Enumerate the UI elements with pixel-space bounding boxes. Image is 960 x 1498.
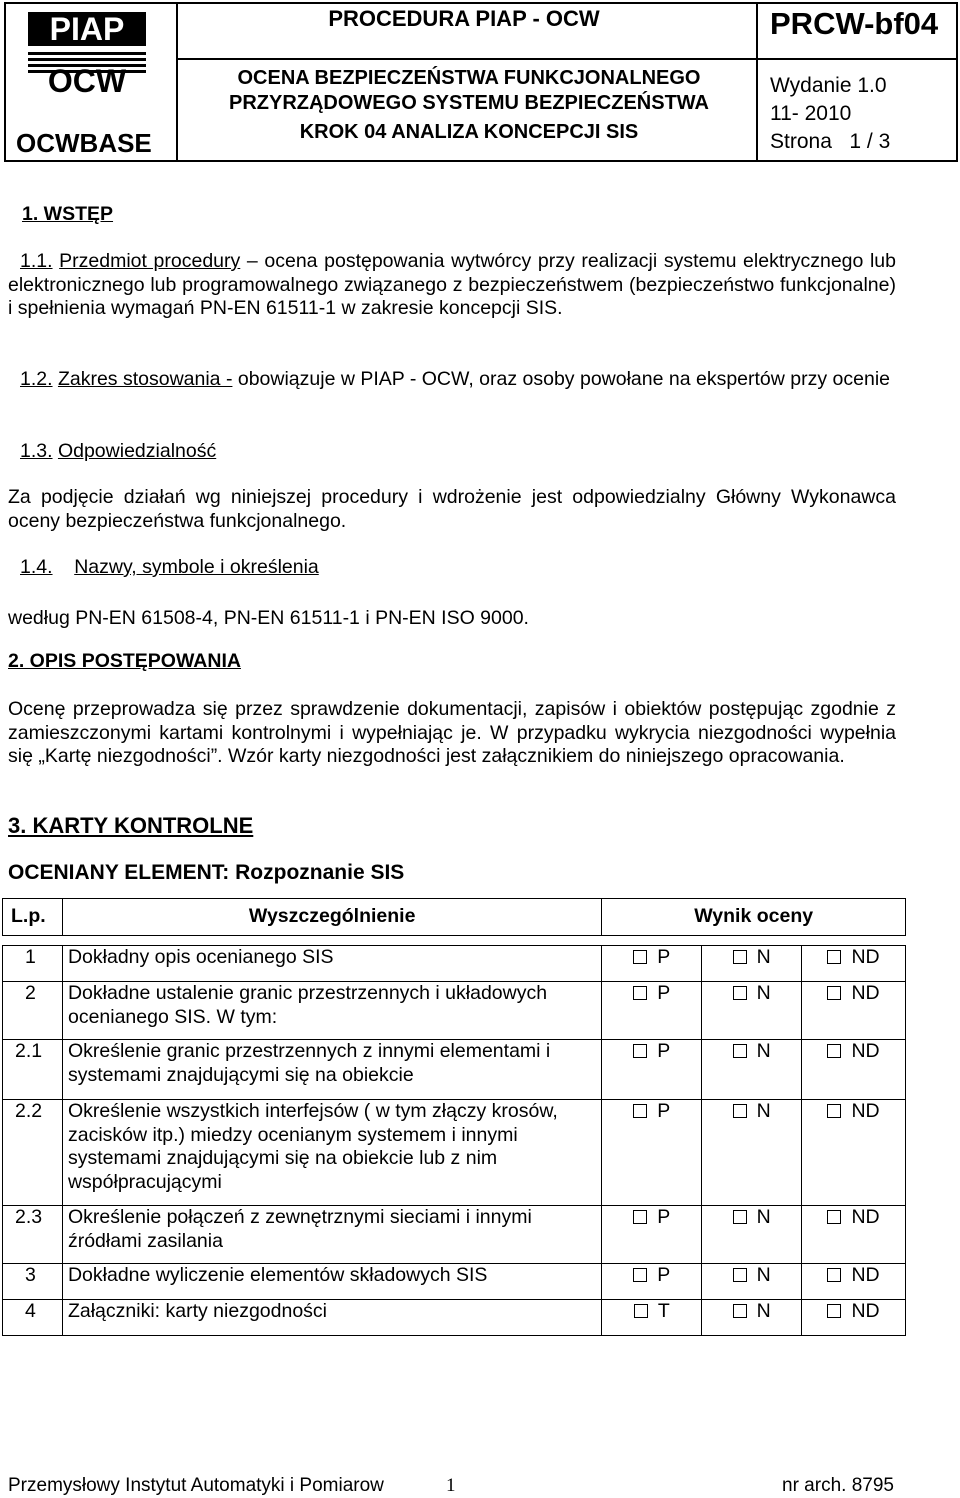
section-1-1-number: 1.1. bbox=[20, 250, 53, 272]
page-indicator bbox=[770, 130, 890, 154]
checkbox-icon[interactable] bbox=[733, 1210, 747, 1224]
section-1-1-title: Przedmiot procedury bbox=[59, 250, 241, 272]
header-divider bbox=[176, 4, 178, 160]
checkbox-icon[interactable] bbox=[827, 1304, 841, 1318]
table-row bbox=[3, 1206, 906, 1264]
subtitle-line-2: PRZYRZĄDOWEGO SYSTEMU BEZPIECZEŃSTWA bbox=[228, 92, 710, 114]
header-result: Wynik oceny bbox=[602, 899, 906, 936]
checkbox-icon[interactable] bbox=[827, 1268, 841, 1282]
checkbox-icon[interactable] bbox=[633, 950, 647, 964]
checkbox-icon[interactable] bbox=[634, 1304, 648, 1318]
result-option-t[interactable] bbox=[602, 1300, 702, 1336]
option-label: N bbox=[756, 1040, 771, 1062]
section-3-heading: 3. KARTY KONTROLNE bbox=[8, 813, 254, 838]
checkbox-icon[interactable] bbox=[733, 1268, 747, 1282]
row-number: 2.2 bbox=[3, 1100, 63, 1206]
row-description: Załączniki: karty niezgodności bbox=[62, 1300, 601, 1336]
checkbox-icon[interactable] bbox=[733, 950, 747, 964]
table-row bbox=[3, 1300, 906, 1336]
logo-top-text: PIAP bbox=[49, 12, 125, 47]
result-option-nd[interactable] bbox=[802, 1206, 906, 1264]
option-label: N bbox=[756, 982, 771, 1004]
table-row bbox=[3, 982, 906, 1040]
table-row bbox=[3, 1100, 906, 1206]
document-number: PRCW-bf04 bbox=[770, 6, 939, 41]
row-description: Określenie granic przestrzennych z innymi elementami i systemami znajdującymi się na obiekcie bbox=[62, 1040, 601, 1100]
checklist-table bbox=[2, 898, 906, 1336]
option-label: ND bbox=[851, 1300, 880, 1322]
option-label: N bbox=[756, 1300, 771, 1322]
option-label: T bbox=[657, 1300, 670, 1322]
page-label: Strona bbox=[770, 130, 832, 153]
section-1-4-number: 1.4. bbox=[20, 556, 53, 578]
section-1-1-text: ocena postępowania wytwórcy przy realizacji systemu elektrycznego lub elektronicznego lub programowalnego związanego z bezpieczeństwem (bezpieczeństwo funkcjonalne) i spełnienia wymagań PN-EN 61511-1 w zakresie koncepcji SIS. bbox=[8, 250, 896, 319]
subtitle-line-3: KROK 04 ANALIZA KONCEPCJI SIS bbox=[299, 121, 639, 143]
row-description: Dokładny opis ocenianego SIS bbox=[62, 946, 601, 982]
checkbox-icon[interactable] bbox=[827, 1210, 841, 1224]
result-option-nd[interactable] bbox=[802, 946, 906, 982]
result-option-n[interactable] bbox=[702, 946, 802, 982]
section-1-4-text: według PN-EN 61508-4, PN-EN 61511-1 i PN-EN ISO 9000. bbox=[8, 607, 529, 629]
issue-date: 11- 2010 bbox=[770, 102, 852, 125]
footer-page-number: 1 bbox=[446, 1475, 456, 1496]
option-label: ND bbox=[851, 1206, 880, 1228]
section-1-3-title: Odpowiedzialność bbox=[57, 440, 217, 462]
option-label: N bbox=[756, 1264, 771, 1286]
section-1-3-heading bbox=[20, 440, 216, 464]
procedure-title: PROCEDURA PIAP - OCW bbox=[328, 6, 600, 31]
header-description: Wyszczególnienie bbox=[62, 899, 601, 936]
table-row bbox=[3, 1040, 906, 1100]
section-1-2-title: Zakres stosowania - bbox=[57, 368, 233, 390]
checkbox-icon[interactable] bbox=[827, 950, 841, 964]
section-2-text: Ocenę przeprowadza się przez sprawdzenie dokumentacji, zapisów i obiektów postępując zgodnie z zamieszczonymi kartami kontrolnymi i wypełniając je. W przypadku wykrycia niezgodności wypełnia się „Kartę niezgodności”. Wzór karty niezgodności jest załącznikiem do niniejszego opracowania. bbox=[8, 698, 896, 767]
section-1-heading: 1. WSTĘP bbox=[22, 203, 114, 225]
row-description: Dokładne ustalenie granic przestrzennych i układowych ocenianego SIS. W tym: bbox=[62, 982, 601, 1040]
option-label: ND bbox=[851, 982, 880, 1004]
section-1-4-title: Nazwy, symbole i określenia bbox=[74, 556, 319, 578]
option-label: ND bbox=[851, 1264, 880, 1286]
header-lp: L.p. bbox=[3, 899, 63, 936]
result-option-p[interactable] bbox=[602, 1206, 702, 1264]
section-1-3-text: Za podjęcie działań wg niniejszej procedury i wdrożenie jest odpowiedzialny Główny Wykonawca oceny bezpieczeństwa funkcjonalnego. bbox=[8, 486, 896, 532]
section-1-3-number: 1.3. bbox=[20, 440, 53, 462]
footer-archive: nr arch. 8795 bbox=[782, 1475, 894, 1496]
result-option-n[interactable] bbox=[702, 1206, 802, 1264]
option-label: P bbox=[657, 982, 671, 1004]
section-2-heading: 2. OPIS POSTĘPOWANIA bbox=[8, 650, 241, 672]
table-row bbox=[3, 1264, 906, 1300]
result-option-n[interactable] bbox=[702, 1300, 802, 1336]
row-number: 4 bbox=[3, 1300, 63, 1336]
option-label: N bbox=[756, 1100, 771, 1122]
result-option-n[interactable] bbox=[702, 982, 802, 1040]
option-label: P bbox=[657, 1206, 671, 1228]
result-option-nd[interactable] bbox=[802, 1264, 906, 1300]
option-label: P bbox=[657, 1100, 671, 1122]
checkbox-icon[interactable] bbox=[633, 1104, 647, 1118]
table-row bbox=[3, 946, 906, 982]
checkbox-icon[interactable] bbox=[733, 1304, 747, 1318]
result-option-nd[interactable] bbox=[802, 982, 906, 1040]
logo-bottom-text: OCW bbox=[47, 63, 127, 96]
result-option-nd[interactable] bbox=[802, 1300, 906, 1336]
option-label: ND bbox=[851, 1100, 880, 1122]
row-number: 2 bbox=[3, 982, 63, 1040]
checkbox-icon[interactable] bbox=[733, 1104, 747, 1118]
result-option-n[interactable] bbox=[702, 1100, 802, 1206]
result-option-p[interactable] bbox=[602, 1264, 702, 1300]
result-option-n[interactable] bbox=[702, 1264, 802, 1300]
option-label: ND bbox=[851, 946, 880, 968]
option-label: P bbox=[657, 946, 671, 968]
piap-ocw-logo bbox=[28, 12, 146, 96]
option-label: P bbox=[657, 1264, 671, 1286]
result-option-nd[interactable] bbox=[802, 1040, 906, 1100]
row-description: Określenie połączeń z zewnętrznymi sieciami i innymi źródłami zasilania bbox=[62, 1206, 601, 1264]
section-1-2 bbox=[8, 368, 896, 392]
row-number: 1 bbox=[3, 946, 63, 982]
checkbox-icon[interactable] bbox=[633, 1044, 647, 1058]
option-label: ND bbox=[851, 1040, 880, 1062]
checkbox-icon[interactable] bbox=[827, 1044, 841, 1058]
row-description: Dokładne wyliczenie elementów składowych SIS bbox=[62, 1264, 601, 1300]
document-header bbox=[4, 2, 958, 162]
section-1-1: 1.1. Przedmiot procedury – ocena postępowania wytwórcy przy realizacji systemu elektrycznego lub elektronicznego lub programowalnego związanego z bezpieczeństwem (bezpieczeństwo funkcjonalne) i spełnienia wymagań PN-EN 61511-1 w zakresie koncepcji SIS. bbox=[8, 250, 896, 319]
row-number: 2.1 bbox=[3, 1040, 63, 1100]
result-option-p[interactable] bbox=[602, 1100, 702, 1206]
header-divider bbox=[756, 4, 758, 160]
checkbox-icon[interactable] bbox=[633, 1210, 647, 1224]
base-label: OCWBASE bbox=[16, 128, 152, 158]
result-option-p[interactable] bbox=[602, 982, 702, 1040]
checkbox-icon[interactable] bbox=[633, 986, 647, 1000]
footer-institute: Przemysłowy Instytut Automatyki i Pomiarow bbox=[8, 1475, 384, 1496]
row-number: 3 bbox=[3, 1264, 63, 1300]
option-label: N bbox=[756, 946, 771, 968]
edition: Wydanie 1.0 bbox=[770, 74, 887, 97]
section-1-2-number: 1.2. bbox=[20, 368, 53, 390]
subtitle-line-1: OCENA BEZPIECZEŃSTWA FUNKCJONALNEGO bbox=[237, 67, 701, 89]
row-description: Określenie wszystkich interfejsów ( w tym złączy krosów, zacisków itp.) miedzy ocenianym systemem i innymi systemami znajdującymi się na obiekcie lub z nim współpracującymi bbox=[62, 1100, 601, 1206]
result-option-n[interactable] bbox=[702, 1040, 802, 1100]
option-label: N bbox=[756, 1206, 771, 1228]
section-1-4-heading bbox=[20, 556, 319, 580]
checkbox-icon[interactable] bbox=[633, 1268, 647, 1282]
checkbox-icon[interactable] bbox=[827, 986, 841, 1000]
checkbox-icon[interactable] bbox=[827, 1104, 841, 1118]
checkbox-icon[interactable] bbox=[733, 1044, 747, 1058]
option-label: P bbox=[657, 1040, 671, 1062]
result-option-p[interactable] bbox=[602, 946, 702, 982]
procedure-subtitle bbox=[184, 66, 754, 145]
assessed-element: OCENIANY ELEMENT: Rozpoznanie SIS bbox=[8, 861, 405, 884]
page-value: 1 / 3 bbox=[849, 130, 891, 153]
checklist-header-row bbox=[3, 899, 906, 936]
header-divider bbox=[176, 58, 756, 60]
checkbox-icon[interactable] bbox=[733, 986, 747, 1000]
result-option-nd[interactable] bbox=[802, 1100, 906, 1206]
row-number: 2.3 bbox=[3, 1206, 63, 1264]
section-1-2-text: obowiązuje w PIAP - OCW, oraz osoby powołane na ekspertów przy ocenie bbox=[237, 368, 890, 390]
result-option-p[interactable] bbox=[602, 1040, 702, 1100]
header-divider bbox=[756, 58, 956, 60]
